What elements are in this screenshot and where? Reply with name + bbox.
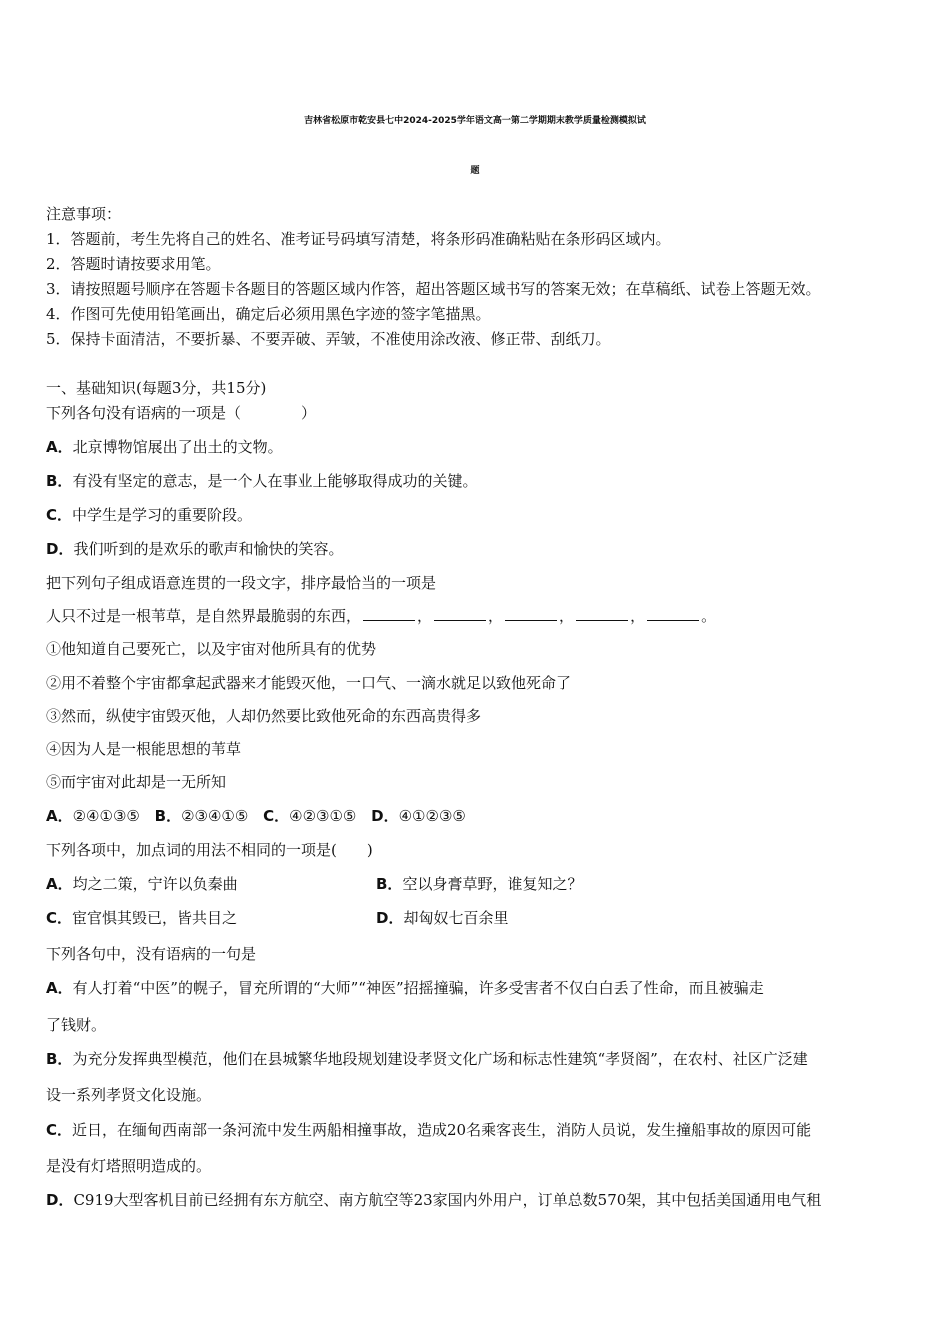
option-c bbox=[46, 504, 252, 525]
notice-item: 1．答题前，考生先将自己的姓名、准考证号码填写清楚，将条形码准确粘贴在条形码区域内。 bbox=[46, 230, 671, 248]
question-lead: 人只不过是一根苇草，是自然界最脆弱的东西， ， ， ， ， 。 bbox=[46, 607, 717, 625]
option-d bbox=[376, 907, 508, 928]
option-text: 中学生是学习的重要阶段。 bbox=[72, 506, 253, 524]
lead-text: 人只不过是一根苇草，是自然界最脆弱的东西， bbox=[46, 607, 362, 625]
option-text: 有人打着“中医”的幌子，冒充所谓的“大师”“神医”招摇撞骗，许多受害者不仅白白丢了性命，而且被骗走 bbox=[72, 979, 764, 997]
option-letter: A． bbox=[46, 979, 73, 997]
option-row bbox=[46, 907, 906, 928]
sentence-item: ②用不着整个宇宙都拿起武器来才能毁灭他，一口气、一滴水就足以致他死命了 bbox=[46, 674, 572, 692]
option-letter: C． bbox=[263, 807, 290, 825]
option-text: 宦官惧其毁已，皆共目之 bbox=[72, 909, 238, 927]
answer-blank bbox=[505, 606, 557, 621]
question-stem: 下列各句没有语病的一项是（ ） bbox=[46, 404, 317, 422]
notice-item: 5．保持卡面清洁，不要折暴、不要弄破、弄皱，不准使用涂改液、修正带、刮纸刀。 bbox=[46, 330, 611, 348]
notice-item: 4．作图可先使用铅笔画出，确定后必须用黑色字迹的签字笔描黑。 bbox=[46, 305, 491, 323]
exam-title-line2: 题 bbox=[470, 166, 480, 176]
exam-title-line1: 吉林省松原市乾安县七中2024-2025学年语文高一第二学期期末教学质量检测模拟试 bbox=[304, 116, 646, 126]
question-stem: 把下列句子组成语意连贯的一段文字，排序最恰当的一项是 bbox=[46, 574, 437, 592]
option-b bbox=[376, 873, 582, 894]
option-letter: C． bbox=[46, 909, 73, 927]
answer-blank bbox=[434, 606, 486, 621]
option-letter: B． bbox=[376, 875, 403, 893]
section-heading: 一、基础知识(每题3分，共15分) bbox=[46, 379, 267, 397]
option-letter: D． bbox=[46, 540, 74, 558]
option-letter: A． bbox=[46, 438, 73, 456]
option-text: 有没有坚定的意志，是一个人在事业上能够取得成功的关键。 bbox=[72, 472, 478, 490]
option-text: ②④①③⑤ bbox=[72, 807, 140, 825]
option-letter: B． bbox=[46, 472, 73, 490]
option-c-cont: 是没有灯塔照明造成的。 bbox=[46, 1157, 212, 1175]
sentence-item: ③然而，纵使宇宙毁灭他，人却仍然要比致他死命的东西高贵得多 bbox=[46, 707, 482, 725]
sentence-item: ④因为人是一根能思想的苇草 bbox=[46, 740, 242, 758]
option-text: ②③④①⑤ bbox=[181, 807, 249, 825]
option-text: 空以身膏草野，谁复知之？ bbox=[402, 875, 583, 893]
notice-heading: 注意事项： bbox=[46, 205, 122, 223]
option-letter: D． bbox=[376, 909, 404, 927]
sentence-item: ①他知道自己要死亡，以及宇宙对他所具有的优势 bbox=[46, 640, 377, 658]
option-text: 北京博物馆展出了出土的文物。 bbox=[72, 438, 283, 456]
option-text: 为充分发挥典型模范，他们在县城繁华地段规划建设孝贤文化广场和标志性建筑“孝贤阁”，在农村、社区广泛建 bbox=[72, 1050, 808, 1068]
option-row bbox=[46, 873, 906, 894]
option-b-cont: 设一系列孝贤文化设施。 bbox=[46, 1086, 212, 1104]
option-text: C919大型客机目前已经拥有东方航空、南方航空等23家国内外用户，订单总数570架，其中包括美国通用电气租 bbox=[73, 1191, 822, 1209]
answer-blank bbox=[363, 606, 415, 621]
sentence-item: ⑤而宇宙对此却是一无所知 bbox=[46, 773, 227, 791]
option-d bbox=[46, 1189, 821, 1210]
option-a-cont: 了钱财。 bbox=[46, 1016, 107, 1034]
question-stem: 下列各句中，没有语病的一句是 bbox=[46, 945, 257, 963]
answer-blank bbox=[647, 606, 699, 621]
notice-item: 2．答题时请按要求用笔。 bbox=[46, 255, 221, 273]
option-letter: A． bbox=[46, 875, 73, 893]
option-row bbox=[46, 805, 466, 826]
option-a bbox=[46, 977, 764, 998]
option-a bbox=[46, 436, 283, 457]
option-letter: B． bbox=[154, 807, 182, 825]
option-letter: B． bbox=[46, 1050, 73, 1068]
option-letter: D． bbox=[371, 807, 399, 825]
notice-item: 3．请按照题号顺序在答题卡各题目的答题区域内作答，超出答题区域书写的答案无效；在草稿纸、试卷上答题无效。 bbox=[46, 280, 821, 298]
option-letter: C． bbox=[46, 506, 73, 524]
option-letter: C． bbox=[46, 1121, 73, 1139]
option-text: 却匈奴七百余里 bbox=[403, 909, 509, 927]
option-letter: A． bbox=[46, 807, 73, 825]
answer-blank bbox=[576, 606, 628, 621]
option-c bbox=[46, 909, 237, 927]
option-text: ④①②③⑤ bbox=[398, 807, 466, 825]
option-b bbox=[46, 1048, 808, 1069]
option-text: 近日，在缅甸西南部一条河流中发生两船相撞事故，造成20名乘客丧生，消防人员说，发生撞船事故的原因可能 bbox=[72, 1121, 812, 1139]
option-c bbox=[46, 1119, 811, 1140]
option-text: ④②③①⑤ bbox=[289, 807, 357, 825]
option-a bbox=[46, 875, 238, 893]
option-d bbox=[46, 538, 343, 559]
option-text: 我们听到的是欢乐的歌声和愉快的笑容。 bbox=[73, 540, 344, 558]
question-stem: 下列各项中，加点词的用法不相同的一项是( ) bbox=[46, 841, 373, 859]
option-letter: D． bbox=[46, 1191, 74, 1209]
option-b bbox=[46, 470, 477, 491]
option-text: 均之二策，宁许以负秦曲 bbox=[72, 875, 238, 893]
